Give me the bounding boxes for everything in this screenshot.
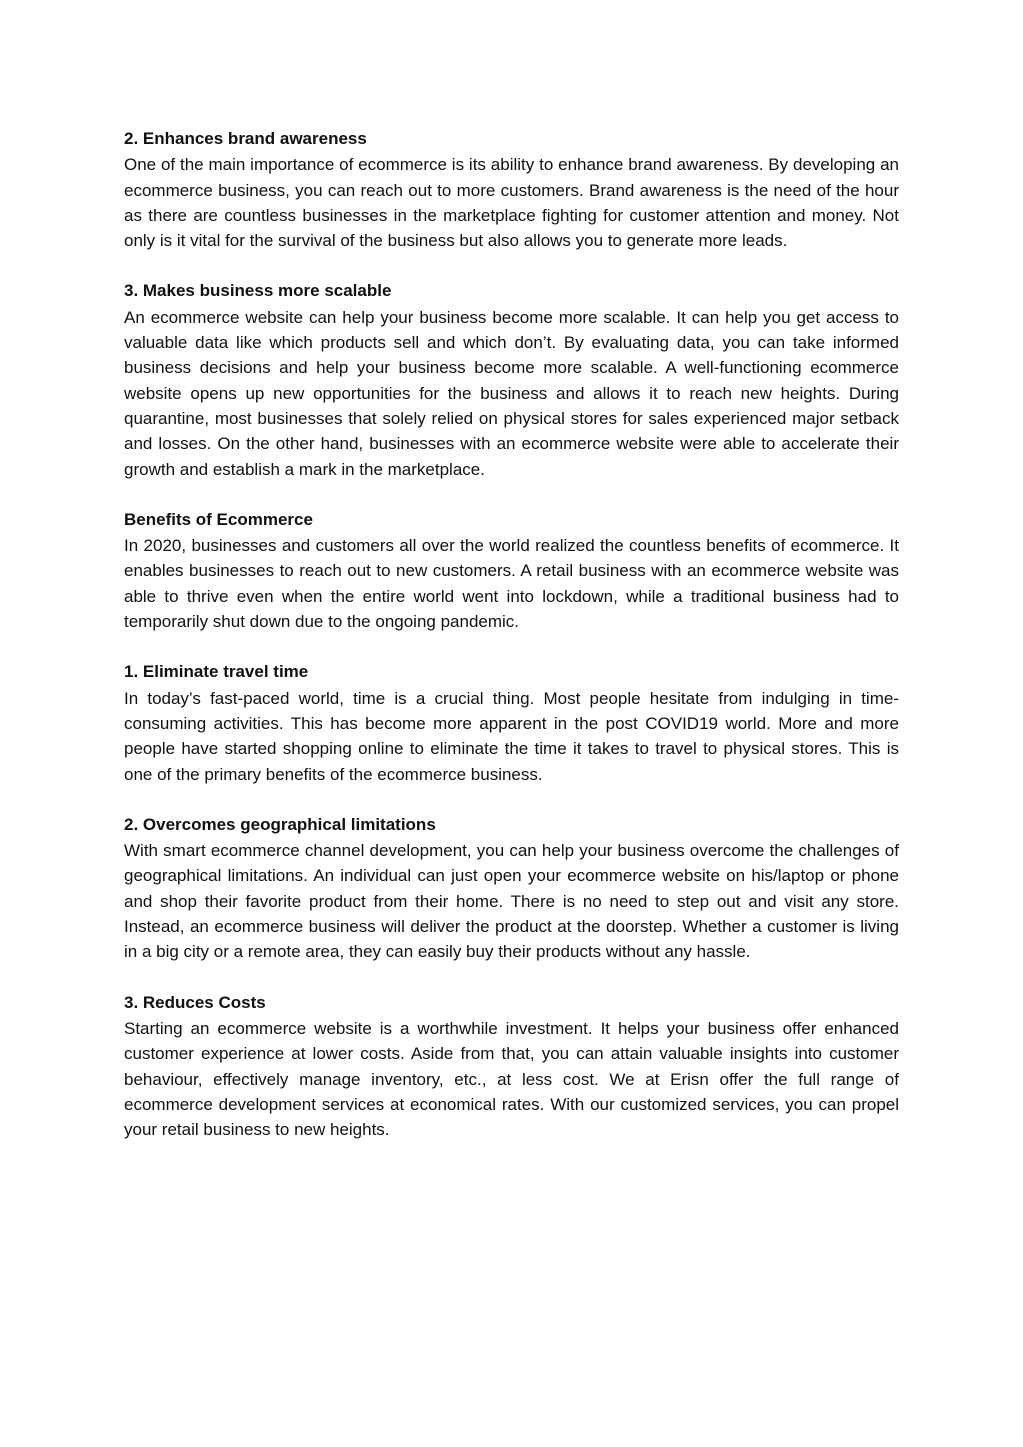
document-page [124, 126, 899, 1167]
section-heading: 2. Enhances brand awareness [124, 129, 367, 148]
section-body: In 2020, businesses and customers all over the world realized the countless benefits of ecommerce. It enables businesses to reach out to new customers. A retail business with an ecommerce website was able to thrive even when the entire world went into lockdown, while a traditional business had to temporarily shut down due to the ongoing pandemic. [124, 536, 899, 632]
section-heading: 2. Overcomes geographical limitations [124, 814, 436, 834]
section-body: In today’s fast-paced world, time is a crucial thing. Most people hesitate from indulging in time-consuming activities. This has become more apparent in the post COVID19 world. More and more people have started shopping online to eliminate the time it takes to travel to physical stores. This is one of the primary benefits of the ecommerce business. [124, 688, 899, 784]
section-body: One of the main importance of ecommerce is its ability to enhance brand awareness. By developing an ecommerce business, you can reach out to more customers. Brand awareness is the need of the hour as there are countless businesses in the marketplace fighting for customer attention and money. Not only is it vital for the survival of the business but also allows you to generate more leads. [124, 155, 899, 251]
section-travel-time [124, 659, 899, 786]
section-body: With smart ecommerce channel development, you can help your business overcome the challenges of geographical limitations. An individual can just open your ecommerce website on his/laptop or phone and shop their favorite product from their home. There is no need to step out and visit any store. Instead, an ecommerce business will deliver the product at the doorstep. Whether a customer is living in a big city or a remote area, they can easily buy their products without any hassle. [124, 841, 899, 962]
section-costs [124, 990, 899, 1143]
section-body: Starting an ecommerce website is a worthwhile investment. It helps your business offer enhanced customer experience at lower costs. Aside from that, you can attain valuable insights into customer behaviour, effectively manage inventory, etc., at less cost. We at Erisn offer the full range of ecommerce development services at economical rates. With our customized services, you can propel your retail business to new heights. [124, 1018, 899, 1140]
section-body: An ecommerce website can help your business become more scalable. It can help you get access to valuable data like which products sell and which don’t. By evaluating data, you can take informed business decisions and help your business become more scalable. A well-functioning ecommerce website opens up new opportunities for the business and allows it to reach new heights. During quarantine, most businesses that solely relied on physical stores for sales experienced major setback and losses. On the other hand, businesses with an ecommerce website were able to accelerate their growth and establish a mark in the marketplace. [124, 307, 899, 479]
section-heading: 1. Eliminate travel time [124, 662, 309, 682]
section-heading: Benefits of Ecommerce [124, 509, 313, 529]
section-geographical [124, 812, 899, 965]
section-heading: 3. Reduces Costs [124, 992, 266, 1012]
section-brand-awareness [124, 126, 899, 253]
section-scalable [124, 278, 899, 481]
section-benefits [124, 507, 899, 634]
section-heading: 3. Makes business more scalable [124, 281, 392, 301]
